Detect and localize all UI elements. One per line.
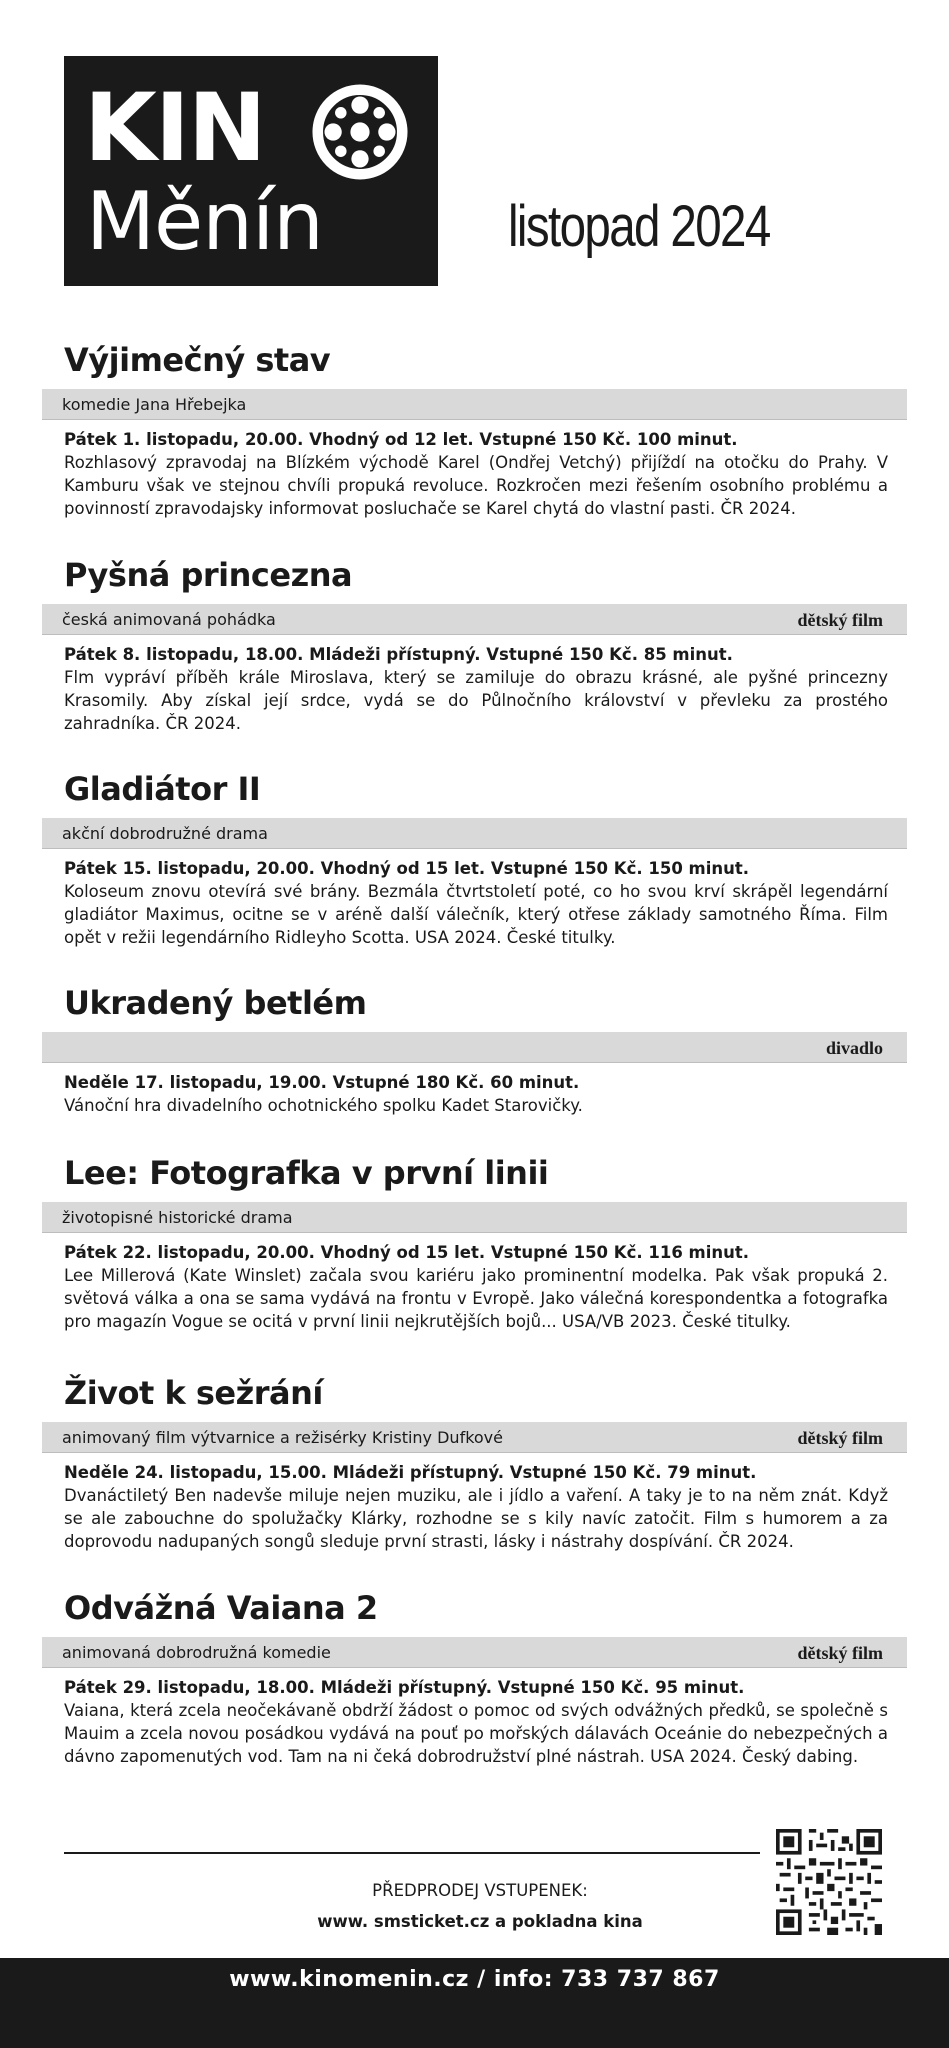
genre-bar [42, 1202, 907, 1233]
film-tag: dětský film [797, 1643, 883, 1663]
film-title: Gladiátor II [64, 770, 261, 808]
presale-label: PŘEDPRODEJ VSTUPENEK: [372, 1881, 588, 1900]
logo-kino-text: KIN [84, 74, 265, 183]
film-genre: animovaný film výtvarnice a režisérky Kristiny Dufkové [62, 1428, 503, 1447]
film-genre: česká animovaná pohádka [62, 610, 276, 629]
film-description: Koloseum znovu otevírá své brány. Bezmála čtvrtstoletí poté, co ho svou krví skrápěl legendární gladiátor Maximus, ocitne se v aréně další válečník, který otřese základy samotného Říma. Film opět v režii legendárního Ridleyho Scotta. USA 2024. České titulky. [64, 882, 888, 947]
film-showtime: Pátek 8. listopadu, 18.00. Mládeži přístupný. Vstupné 150 Kč. 85 minut. [64, 645, 733, 664]
film-description: Flm vypráví příběh krále Miroslava, který se zamiluje do obrazu krásné, ale pyšné princezny Krasomily. Aby získal její srdce, vydá se do Půlnočního království v převleku za prostého zahradníka. ČR 2024. [64, 668, 888, 733]
kino-logo [64, 56, 438, 286]
divider-line [64, 1852, 760, 1854]
program-month: listopad 2024 [508, 194, 770, 259]
film-showtime: Pátek 15. listopadu, 20.00. Vhodný od 15 let. Vstupné 150 Kč. 150 minut. [64, 859, 750, 878]
footer-bar [0, 1958, 949, 2048]
logo-town-text: Měnín [86, 175, 323, 268]
film-title: Ukradený betlém [64, 984, 367, 1022]
film-tag: dětský film [797, 610, 883, 630]
film-genre: akční dobrodružné drama [62, 824, 268, 843]
genre-bar [42, 1422, 907, 1453]
genre-bar [42, 818, 907, 849]
film-description: Lee Millerová (Kate Winslet) začala svou kariéru jako prominentní modelka. Pak však propuká 2. světová válka a ona se sama vydává na frontu v Evropě. Jako válečná korespondentka a fotografka pro magazín Vogue se ocitá v první linii nejkrutějších bojů... USA/VB 2023. České titulky. [64, 1266, 888, 1331]
footer-contact[interactable]: www.kinomenin.cz / info: 733 737 867 [229, 1967, 720, 1992]
film-showtime: Pátek 1. listopadu, 20.00. Vhodný od 12 let. Vstupné 150 Kč. 100 minut. [64, 430, 738, 449]
film-genre: komedie Jana Hřebejka [62, 395, 247, 414]
genre-bar [42, 1032, 907, 1063]
qr-code-icon[interactable] [776, 1829, 882, 1935]
film-title: Odvážná Vaiana 2 [64, 1589, 378, 1627]
film-title: Pyšná princezna [64, 556, 353, 594]
film-description: Vaiana, která zcela neočekávaně obdrží žádost o pomoc od svých odvážných předků, se společně s Mauim a zcela novou posádkou vydává na pouť po mořských dálavách Oceánie do nebezpečných a dávno zapomenutých vod. Tam na ni čeká dobrodružství plné nástrah. USA 2024. Český dabing. [64, 1701, 888, 1766]
film-genre: životopisné historické drama [62, 1208, 293, 1227]
film-title: Výjimečný stav [64, 341, 331, 379]
presale-url[interactable]: www. smsticket.cz a pokladna kina [317, 1912, 643, 1931]
film-description: Dvanáctiletý Ben nadevše miluje nejen muziku, ale i jídlo a vaření. A taky je to na něm znát. Když se ale zabouchne do spolužačky Klárky, rozhodne se s kily navíc zatočit. Film s humorem a za doprovodu nadupaných songů sleduje první strasti, lásky i nástrahy dospívání. ČR 2024. [64, 1486, 888, 1551]
film-description: Rozhlasový zpravodaj na Blízkém východě Karel (Ondřej Vetchý) přijíždí na otočku do Prahy. V Kamburu však ve stejnou chvíli propuká revoluce. Rozkročen mezi řešením osobního problému a povinností zpravodajsky informovat posluchače se Karel chytá do vlastní pasti. ČR 2024. [64, 453, 888, 518]
genre-bar [42, 604, 907, 635]
film-showtime: Neděle 17. listopadu, 19.00. Vstupné 180 Kč. 60 minut. [64, 1073, 580, 1092]
film-tag: divadlo [825, 1038, 883, 1058]
film-description: Vánoční hra divadelního ochotnického spolku Kadet Starovičky. [64, 1096, 583, 1115]
film-showtime: Pátek 22. listopadu, 20.00. Vhodný od 15 let. Vstupné 150 Kč. 116 minut. [64, 1243, 750, 1262]
film-tag: dětský film [797, 1428, 883, 1448]
film-genre: animovaná dobrodružná komedie [62, 1643, 331, 1662]
film-title: Život k sežrání [64, 1374, 323, 1412]
film-showtime: Neděle 24. listopadu, 15.00. Mládeži přístupný. Vstupné 150 Kč. 79 minut. [64, 1463, 757, 1482]
genre-bar [42, 1637, 907, 1668]
film-reel-icon [312, 84, 408, 180]
film-title: Lee: Fotografka v první linii [64, 1154, 549, 1192]
genre-bar [42, 389, 907, 420]
film-showtime: Pátek 29. listopadu, 18.00. Mládeži přístupný. Vstupné 150 Kč. 95 minut. [64, 1678, 745, 1697]
